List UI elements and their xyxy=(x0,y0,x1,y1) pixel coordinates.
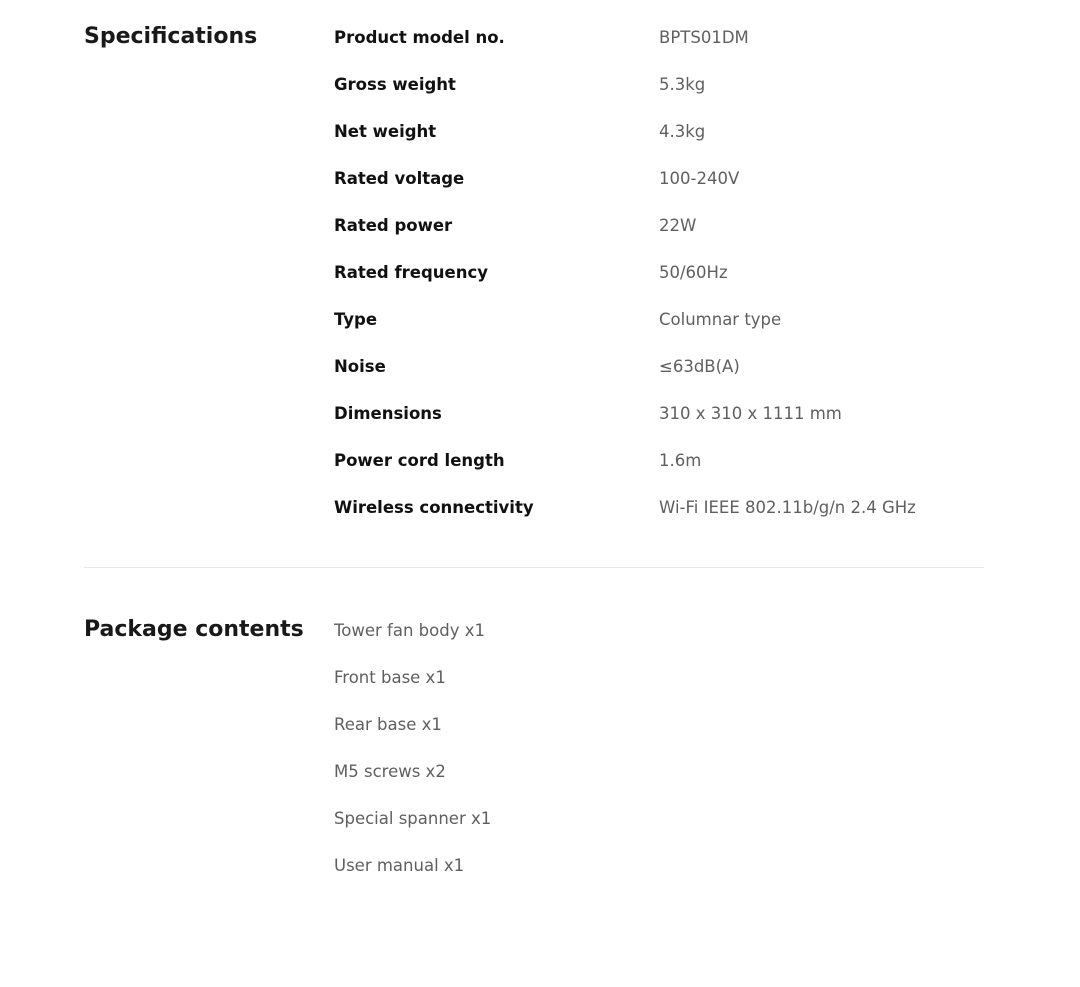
spec-value: 5.3kg xyxy=(659,75,706,94)
spec-label: Rated voltage xyxy=(334,169,465,188)
spec-row-model xyxy=(334,30,984,77)
specifications-heading: Specifications xyxy=(84,24,258,49)
spec-row-dimensions xyxy=(334,406,984,453)
spec-label: Rated power xyxy=(334,216,453,235)
spec-row-rated-voltage xyxy=(334,171,984,218)
spec-label: Noise xyxy=(334,357,386,376)
spec-value: 50/60Hz xyxy=(659,263,728,282)
spec-label: Dimensions xyxy=(334,404,442,423)
package-item: Special spanner x1 xyxy=(334,809,492,828)
spec-value: 1.6m xyxy=(659,451,702,470)
spec-row-power-cord-length xyxy=(334,453,984,500)
spec-row-gross-weight xyxy=(334,77,984,124)
spec-value: BPTS01DM xyxy=(659,28,749,47)
spec-row-net-weight xyxy=(334,124,984,171)
package-item: Tower fan body x1 xyxy=(334,621,485,640)
spec-value: 4.3kg xyxy=(659,122,706,141)
spec-row-wireless-connectivity xyxy=(334,500,984,547)
spec-label: Product model no. xyxy=(334,28,505,47)
spec-label: Rated frequency xyxy=(334,263,489,282)
package-item: M5 screws x2 xyxy=(334,762,446,781)
spec-label: Gross weight xyxy=(334,75,456,94)
spec-value: ≤63dB(A) xyxy=(659,357,740,376)
spec-row-rated-power xyxy=(334,218,984,265)
spec-row-noise xyxy=(334,359,984,406)
spec-row-rated-frequency xyxy=(334,265,984,312)
spec-label: Net weight xyxy=(334,122,437,141)
package-item: Front base x1 xyxy=(334,668,446,687)
package-item: Rear base x1 xyxy=(334,715,442,734)
spec-value: 100-240V xyxy=(659,169,740,188)
spec-value: 22W xyxy=(659,216,697,235)
spec-value: Columnar type xyxy=(659,310,782,329)
section-divider xyxy=(84,567,984,568)
spec-label: Type xyxy=(334,310,378,329)
spec-value: Wi-Fi IEEE 802.11b/g/n 2.4 GHz xyxy=(659,498,916,517)
package-contents-heading: Package contents xyxy=(84,617,304,642)
spec-value: 310 x 310 x 1111 mm xyxy=(659,404,842,423)
spec-label: Power cord length xyxy=(334,451,505,470)
spec-row-type xyxy=(334,312,984,359)
spec-label: Wireless connectivity xyxy=(334,498,534,517)
package-item: User manual x1 xyxy=(334,856,465,875)
